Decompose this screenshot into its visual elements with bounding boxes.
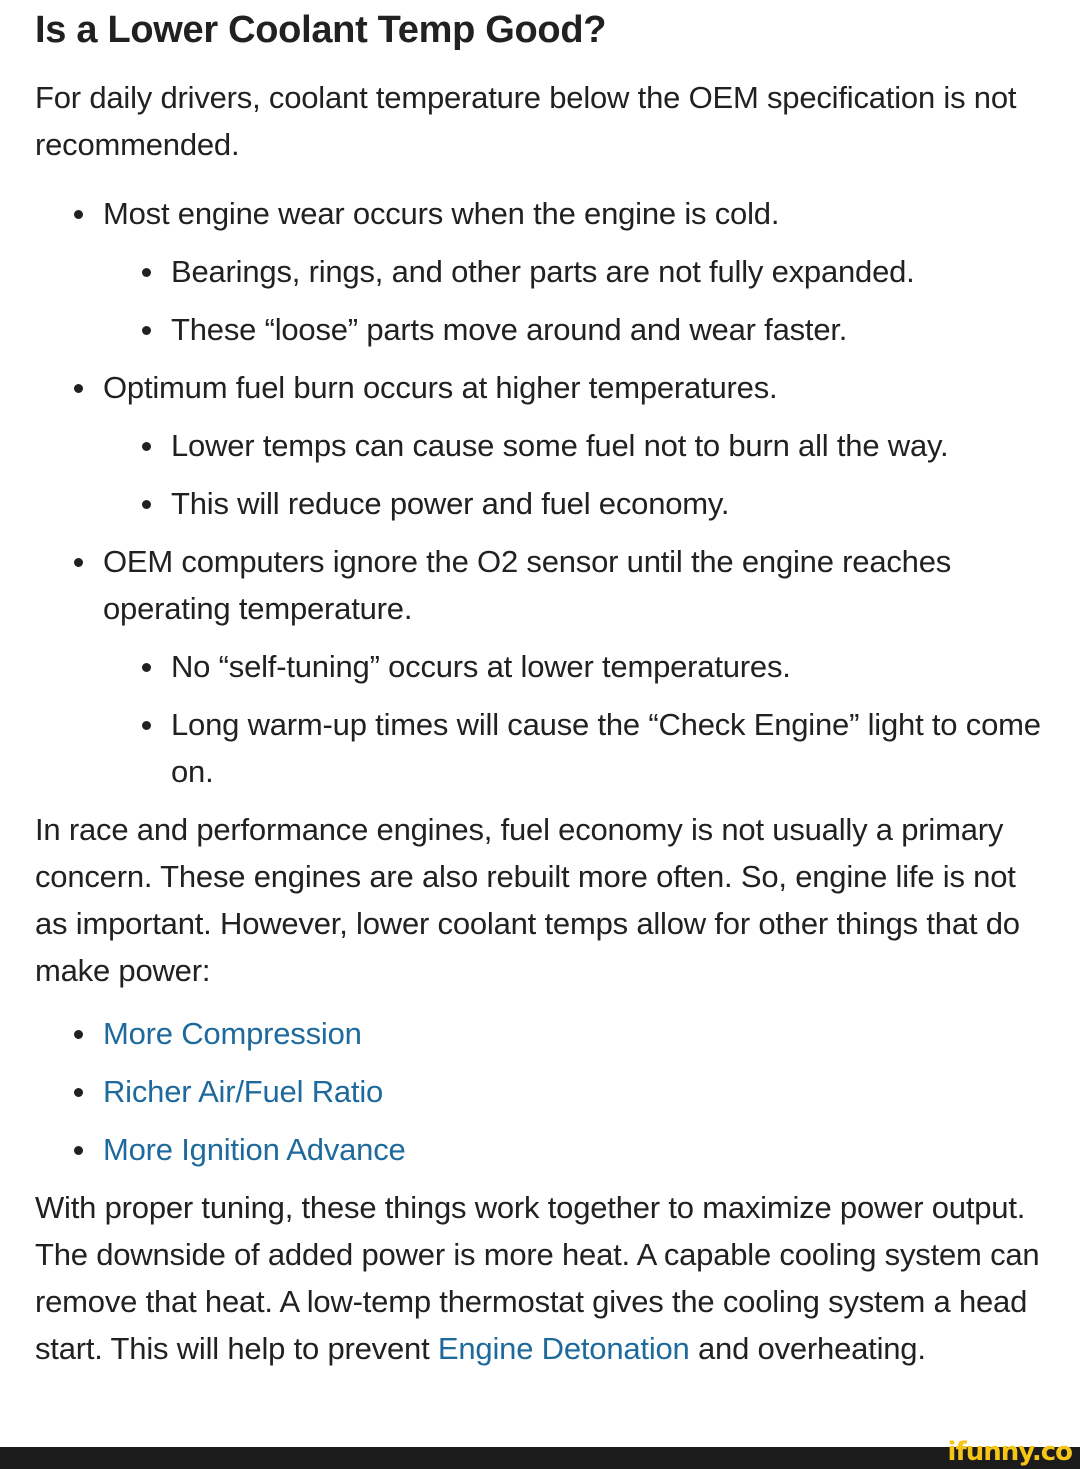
intro-paragraph: For daily drivers, coolant temperature below the OEM specification is not recommended. — [35, 80, 1017, 162]
final-paragraph — [35, 1184, 1050, 1372]
watermark-bar — [0, 1437, 1080, 1469]
list-item — [103, 364, 1050, 527]
list-item — [103, 538, 1050, 795]
ifunny-logo: ifunny.co — [947, 1437, 1072, 1467]
final-text: With proper tuning, these things work together to maximize power output. The downside of added power is more heat. A capable cooling system can remove that heat. A low-temp thermostat gives the cooling system a head start. This will help to prevent — [35, 1190, 1040, 1366]
sub-list — [103, 422, 1050, 527]
sub-list-item: Bearings, rings, and other parts are not fully expanded. — [171, 248, 1050, 295]
sub-list — [103, 248, 1050, 353]
race-paragraph: In race and performance engines, fuel economy is not usually a primary concern. These engines are also rebuilt more often. So, engine life is not as important. However, lower coolant temps allow for other things that do make power: — [35, 812, 1020, 988]
list-item — [103, 1126, 1050, 1173]
reasons-list — [35, 190, 1050, 795]
sub-list-item: Long warm-up times will cause the “Check Engine” light to come on. — [171, 701, 1050, 795]
sub-list — [103, 643, 1050, 795]
list-item-text: Optimum fuel burn occurs at higher temperatures. — [103, 370, 778, 405]
list-item — [103, 1010, 1050, 1057]
link-more-ignition-advance[interactable]: More Ignition Advance — [103, 1132, 406, 1167]
final-text-end: and overheating. — [689, 1331, 926, 1366]
list-item — [103, 190, 1050, 353]
page-title: Is a Lower Coolant Temp Good? — [35, 9, 607, 51]
sub-list-item: Lower temps can cause some fuel not to burn all the way. — [171, 422, 1050, 469]
article — [35, 0, 1050, 1372]
link-more-compression[interactable]: More Compression — [103, 1016, 362, 1051]
link-engine-detonation[interactable]: Engine Detonation — [437, 1331, 690, 1366]
sub-list-item: These “loose” parts move around and wear faster. — [171, 306, 1050, 353]
power-links-list — [35, 1010, 1050, 1173]
list-item-text: OEM computers ignore the O2 sensor until the engine reaches operating temperature. — [103, 544, 952, 626]
list-item — [103, 1068, 1050, 1115]
sub-list-item: No “self-tuning” occurs at lower temperatures. — [171, 643, 1050, 690]
sub-list-item: This will reduce power and fuel economy. — [171, 480, 1050, 527]
list-item-text: Most engine wear occurs when the engine is cold. — [103, 196, 780, 231]
link-richer-air-fuel-ratio[interactable]: Richer Air/Fuel Ratio — [103, 1074, 384, 1109]
